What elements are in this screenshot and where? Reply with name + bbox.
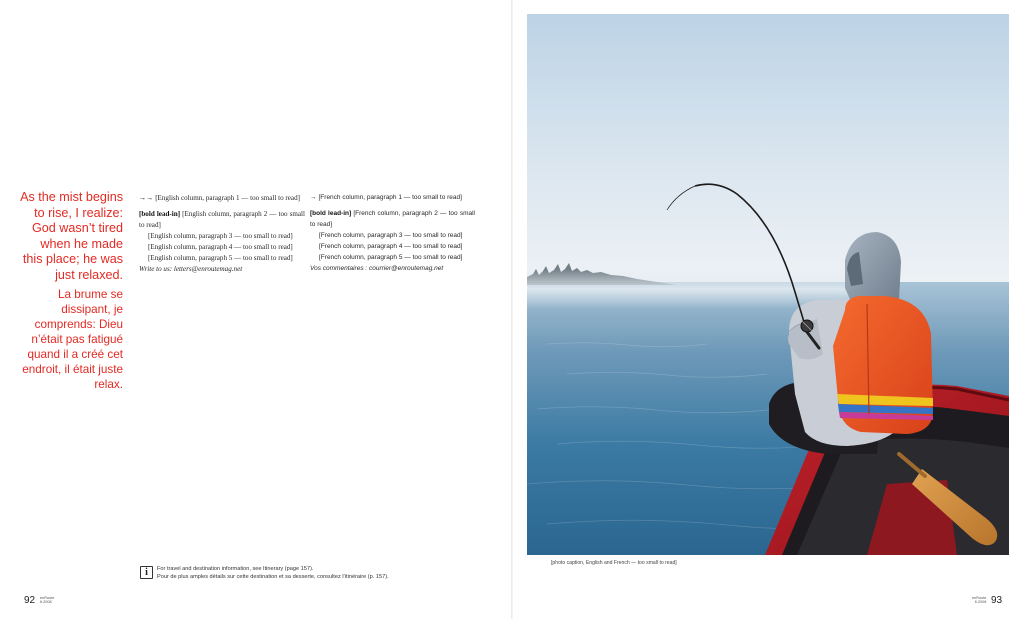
page-gutter [511,0,513,619]
article-paragraph: [English column, paragraph 2 — too small to read] [139,209,305,229]
comments-email: Vos commentaires : courrier@enroutemag.net [310,264,444,272]
letters-email: Write to us: letters@enroutemag.net [139,264,243,273]
article-paragraph: [English column, paragraph 4 — too small to read] [148,242,293,251]
info-icon: i [140,566,153,579]
continuation-arrows: →→ [139,194,154,202]
folio-issue: 6.2008 [40,600,52,605]
section-lead-in: [bold lead-in] [310,209,352,217]
article-paragraph: [French column, paragraph 3 — too small to read] [319,231,463,239]
article-paragraph: [French column, paragraph 2 — too small to read] [310,209,475,228]
article-paragraph: [English column, paragraph 3 — too small to read] [148,231,293,240]
pull-quote-french: La brume se dissipant, je comprends: Dieu n’était pas fatigué quand il a créé cet endroit, il était juste relax. [22,287,123,391]
article-paragraph: [English column, paragraph 5 — too small to read] [148,253,293,262]
folio-issue: 6.2008 [974,600,987,605]
article-paragraph: [French column, paragraph 4 — too small to read] [319,242,463,250]
article-column-french [310,193,475,275]
sky [527,14,1009,289]
article-column-english [139,193,305,275]
page-number-right: 93 [991,595,1003,606]
canoe-fishing-photo [527,14,1009,555]
folio-magazine: enRoute [40,596,55,600]
pull-quote-english: As the mist begins to rise, I realize: God wasn’t tired when he made this place; he was just relaxed. [20,190,123,282]
photo-caption: [photo caption, English and French — too small to read] [551,560,677,566]
itinerary-info-french: Pour de plus amples détails sur cette destination et sa desserte, consultez l’itinéraire (p. 157). [157,573,389,580]
pull-quote [20,190,123,392]
folio-left [40,596,54,605]
continuation-arrow: → [310,194,317,201]
folio-magazine: enRoute [972,596,987,600]
article-paragraph: [French column, paragraph 5 — too small to read] [319,253,463,261]
folio-right [972,596,986,605]
itinerary-info-box [141,566,481,582]
itinerary-info-english: For travel and destination information, see Itinerary (page 157). [157,566,314,572]
article-paragraph: [French column, paragraph 1 — too small to read] [318,194,462,201]
article-paragraph: [English column, paragraph 1 — too small to read] [155,194,300,202]
section-lead-in: [bold lead-in] [139,209,181,218]
page-number-left: 92 [24,595,36,606]
